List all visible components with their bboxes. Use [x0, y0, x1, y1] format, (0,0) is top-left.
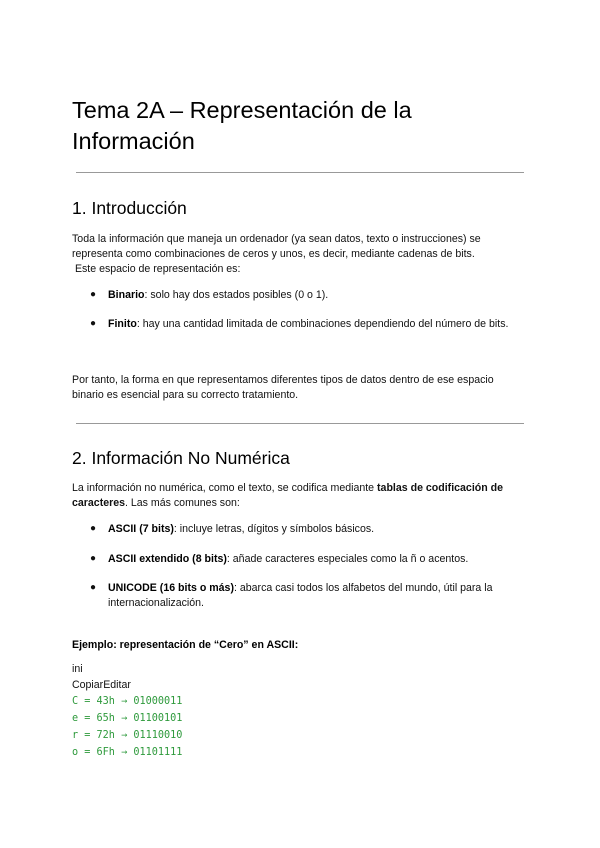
section1-closing	[72, 373, 528, 403]
section1-bullet-list	[72, 288, 528, 331]
page-title	[72, 95, 532, 157]
divider-2	[76, 423, 524, 424]
list-item	[72, 522, 528, 537]
bullet-text: : añade caracteres especiales como la ñ o acentos.	[226, 552, 469, 565]
bullet-icon: ●	[90, 289, 97, 300]
bullet-icon: ●	[90, 317, 97, 329]
section1-intro-line1: Toda la información que maneja un ordenador (ya sean datos, texto o instrucciones) se	[72, 233, 481, 245]
page-title-line1: Tema 2A – Representación de la	[72, 97, 412, 123]
bullet-text: : incluye letras, dígitos y símbolos básicos.	[173, 523, 375, 535]
section1-heading: 1. Introducción	[72, 198, 187, 218]
bullet-text: : solo hay dos estados posibles (0 o 1).	[144, 289, 329, 301]
bullet-icon: ●	[90, 552, 97, 564]
code-line: o = 6Fh → 01101111	[72, 747, 183, 758]
bullet-term: UNICODE (16 bits o más)	[108, 582, 234, 594]
code-line: r = 72h → 01110010	[72, 730, 183, 741]
code-line: C = 43h → 01000011	[72, 696, 183, 707]
bullet-term: Binario	[108, 289, 145, 301]
section2-intro-bold: tablas de codificación de caracteres	[72, 482, 504, 510]
page-title-line2: Información	[72, 128, 195, 154]
bullet-icon: ●	[90, 582, 97, 593]
section2-intro	[72, 481, 528, 511]
list-item	[72, 317, 528, 332]
section1-intro	[72, 232, 528, 278]
list-item	[72, 288, 528, 303]
section1-closing-line2: binario es esencial para su correcto tratamiento.	[72, 389, 299, 402]
code-line: e = 65h → 01100101	[72, 713, 183, 724]
example-heading: Ejemplo: representación de “Cero” en ASCII:	[72, 639, 299, 651]
section2-intro-tail: . Las más comunes son:	[125, 497, 240, 510]
list-item	[72, 552, 528, 567]
section1-closing-line1: Por tanto, la forma en que representamos diferentes tipos de datos dentro de ese espacio	[72, 374, 494, 386]
list-item	[72, 581, 528, 610]
bullet-term: ASCII (7 bits)	[108, 523, 174, 535]
bullet-text: : hay una cantidad limitada de combinaciones dependiendo del número de bits.	[136, 317, 509, 330]
bullet-term: ASCII extendido (8 bits)	[108, 552, 227, 565]
bullet-icon: ●	[90, 523, 97, 534]
code-copy-edit-toolbar[interactable]: CopiarEditar	[72, 679, 131, 691]
section1-intro-line3: Este espacio de representación es:	[72, 263, 241, 276]
section1-intro-line2: representa como combinaciones de ceros y unos, es decir, mediante cadenas de bits.	[72, 248, 475, 261]
section2-bullet-list	[72, 522, 528, 610]
section2-intro-text: La información no numérica, como el texto, se codifica mediante	[72, 482, 378, 494]
bullet-term: Finito	[108, 317, 137, 330]
code-language-label: ini	[72, 663, 83, 675]
bullet-text: : abarca casi todos los alfabetos del mundo, útil para la internacionalización.	[108, 582, 493, 609]
divider-1	[76, 172, 524, 173]
section2-heading: 2. Información No Numérica	[72, 448, 290, 468]
